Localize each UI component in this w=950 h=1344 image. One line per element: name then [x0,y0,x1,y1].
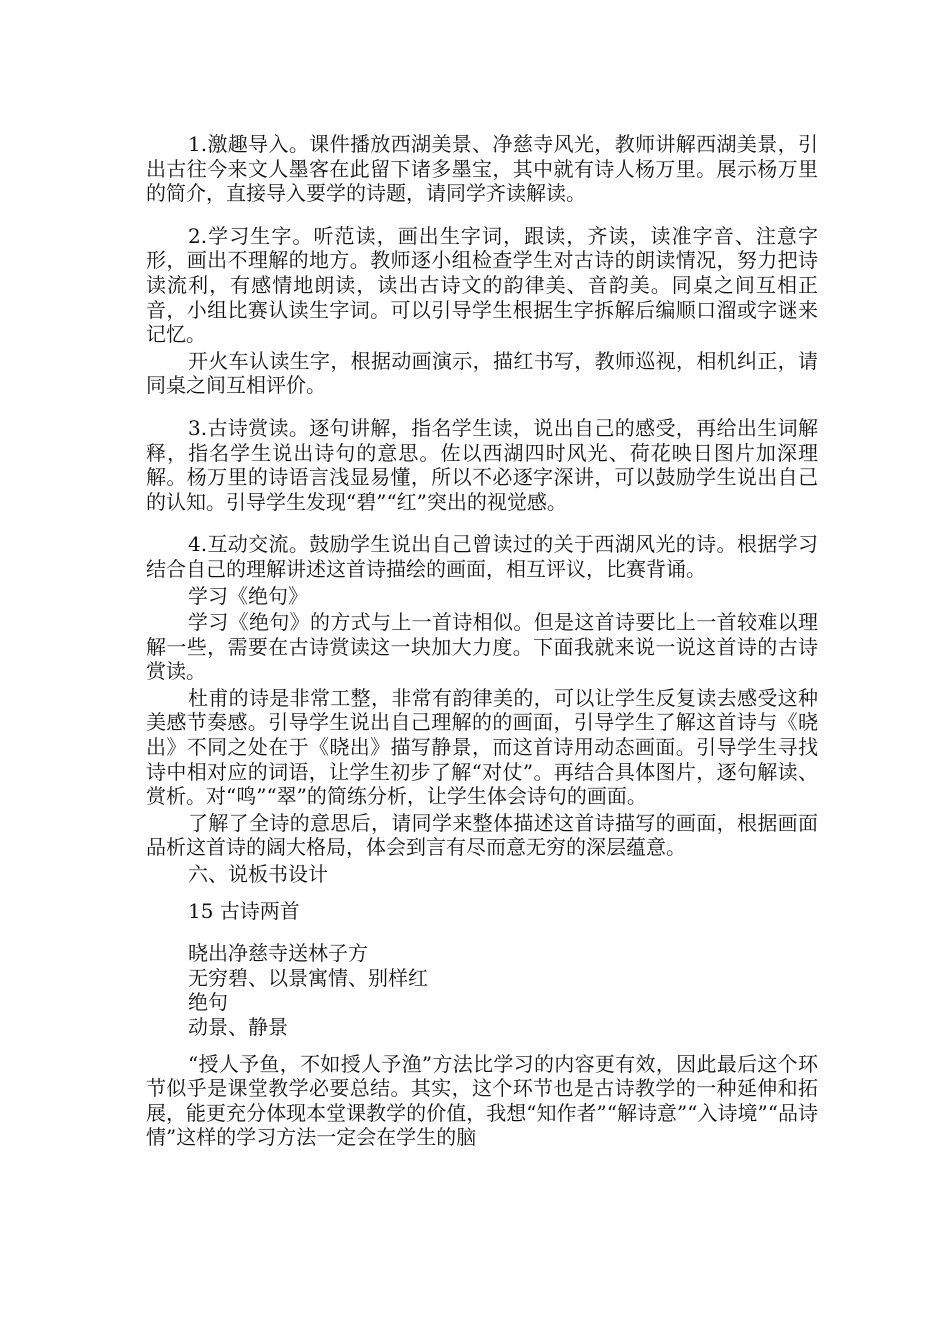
paragraph-train-reading: 开火车认读生字，根据动画演示，描红书写，教师巡视，相机纠正，请同桌之间互相评价。 [146,348,818,398]
paragraph-jueju-method: 学习《绝句》的方式与上一首诗相似。但是这首诗要比上一首较难以理解一些，需要在古诗赏读这一块加大力度。下面我就来说一说这首诗的古诗赏读。 [146,610,818,684]
board-line-1: 晓出净慈寺送林子方 [188,941,368,966]
paragraph-poem-appreciation: 3.古诗赏读。逐句讲解，指名学生读，说出自己的感受，再给出生词解释，指名学生说出诗句的意思。佐以西湖四时风光、荷花映日图片加深理解。杨万里的诗语言浅显易懂，所以不必逐字深讲，可以鼓励学生说出自己的认知。引导学生发现“碧”“红”突出的视觉感。 [146,415,818,514]
document-page [146,132,818,1150]
paragraph-intro: 1.激趣导入。课件播放西湖美景、净慈寺风光，教师讲解西湖美景，引出古往今来文人墨客在此留下诸多墨宝，其中就有诗人杨万里。展示杨万里的简介，直接导入要学的诗题，请同学齐读解读。 [146,132,818,206]
board-title: 15 古诗两首 [188,898,300,923]
paragraph-learn-characters: 2.学习生字。听范读，画出生字词，跟读，齐读，读准字音、注意字形，画出不理解的地方。教师逐小组检查学生对古诗的朗读情况，努力把诗读流利，有感情地朗读，读出古诗文的韵律美、音韵美。同桌之间互相正音，小组比赛认读生字词。可以引导学生根据生字拆解后编顺口溜或字谜来记忆。 [146,223,818,347]
heading-board-design: 六、说板书设计 [188,862,328,887]
paragraph-interaction: 4.互动交流。鼓励学生说出自己曾读过的关于西湖风光的诗。根据学习结合自己的理解讲述这首诗描绘的画面，相互评议，比赛背诵。 [146,532,818,581]
board-line-2: 无穷碧、以景寓情、别样红 [188,965,428,990]
paragraph-dufu-poem: 杜甫的诗是非常工整，非常有韵律美的，可以让学生反复读去感受这种美感节奏感。引导学生说出自己理解的的画面，引导学生了解这首诗与《晓出》不同之处在于《晓出》描写静景，而这首诗用动态画面。引导学生寻找诗中相对应的词语，让学生初步了解“对仗”。再结合具体图片，逐句解读、赏析。对“鸣”“翠”的简练分析，让学生体会诗句的画面。 [146,685,818,809]
board-line-3: 绝句 [188,990,228,1015]
paragraph-conclusion: “授人予鱼，不如授人予渔”方法比学习的内容更有效，因此最后这个环节似乎是课堂教学必要总结。其实，这个环节也是古诗教学的一种延伸和拓展，能更充分体现本堂课教学的价值，我想“知作者”“解诗意”“入诗境”“品诗情”这样的学习方法一定会在学生的脑 [146,1051,818,1150]
heading-learn-jueju: 学习《绝句》 [188,583,308,608]
paragraph-whole-poem: 了解了全诗的意思后，请同学来整体描述这首诗描写的画面，根据画面品析这首诗的阔大格局，体会到言有尽而意无穷的深层蕴意。 [146,810,818,860]
board-line-4: 动景、静景 [188,1015,288,1039]
